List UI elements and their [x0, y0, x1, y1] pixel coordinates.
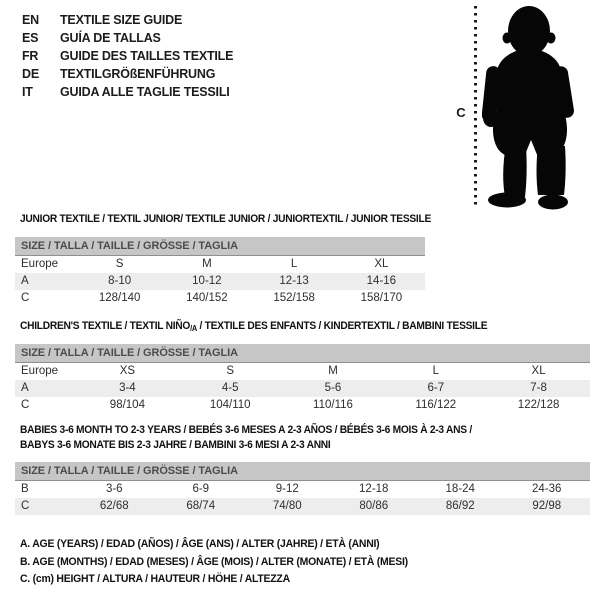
- lang-title: GUÍA DE TALLAS: [60, 31, 161, 45]
- size-cell: XS: [119, 365, 136, 377]
- size-cell: M: [202, 258, 212, 270]
- lang-row-fr: [22, 47, 233, 65]
- children-height-row: [15, 397, 590, 414]
- value-cell: 62/68: [99, 500, 129, 512]
- value-cell: 74/80: [272, 500, 302, 512]
- lang-row-de: [22, 65, 233, 83]
- size-cell: M: [328, 365, 338, 377]
- babies-size-header-bar: SIZE / TALLA / TAILLE / GRÖSSE / TAGLIA: [15, 462, 590, 481]
- value-cell: 12-13: [279, 275, 309, 287]
- children-size-table: [15, 344, 590, 414]
- children-section-title: [20, 319, 487, 336]
- region-label: Europe: [21, 365, 59, 377]
- language-header: [22, 11, 233, 101]
- lang-row-en: [22, 11, 233, 29]
- lang-code: DE: [22, 67, 39, 81]
- children-title-pre: CHILDREN'S TEXTILE / TEXTIL NIÑO: [20, 320, 191, 332]
- region-label: Europe: [21, 258, 59, 270]
- lang-code: EN: [22, 13, 39, 27]
- babies-section-title: [20, 423, 472, 453]
- junior-height-row: [15, 290, 425, 307]
- row-label: A: [21, 382, 29, 394]
- value-cell: 3-4: [119, 382, 136, 394]
- lang-code: ES: [22, 31, 39, 45]
- children-title-sub: /A: [190, 324, 197, 333]
- legend-footnotes: [20, 536, 428, 589]
- value-cell: 152/158: [273, 292, 315, 304]
- babies-title-line2: BABYS 3-6 MONATE BIS 2-3 JAHRE / BAMBINI 3-6 MESI A 2-3 ANNI: [20, 439, 331, 451]
- children-age-row: [15, 380, 590, 397]
- babies-height-row: [15, 498, 590, 515]
- lang-title: GUIDA ALLE TAGLIE TESSILI: [60, 85, 230, 99]
- junior-section-title: JUNIOR TEXTILE / TEXTIL JUNIOR/ TEXTILE JUNIOR / JUNIORTEXTIL / JUNIOR TESSILE: [20, 213, 431, 225]
- value-cell: 140/152: [186, 292, 228, 304]
- babies-title-line1: BABIES 3-6 MONTH TO 2-3 YEARS / BEBÉS 3-6 MESES A 2-3 AÑOS / BÉBÉS 3-6 MOIS À 2-3 ANS /: [20, 424, 472, 436]
- value-cell: 98/104: [109, 399, 145, 411]
- value-cell: 3-6: [105, 483, 123, 495]
- value-cell: 14-16: [366, 275, 397, 287]
- value-cell: 9-12: [275, 483, 299, 495]
- lang-title: GUIDE DES TAILLES TEXTILE: [60, 49, 234, 63]
- row-label: C: [21, 500, 30, 512]
- row-label: C: [21, 292, 30, 304]
- value-cell: 110/116: [313, 399, 353, 411]
- value-cell: 6-9: [192, 483, 210, 495]
- value-cell: 6-7: [427, 382, 445, 394]
- size-cell: S: [115, 258, 124, 270]
- value-cell: 116/122: [415, 399, 457, 411]
- baby-silhouette-image: [482, 4, 574, 212]
- babies-months-row: [15, 481, 590, 498]
- lang-code: IT: [22, 85, 33, 99]
- babies-size-table: [15, 462, 590, 515]
- size-cell: XL: [531, 365, 546, 377]
- footnote-age-years: A. AGE (YEARS) / EDAD (AÑOS) / ÂGE (ANS) / ALTER (JAHRE) / ETÀ (ANNI): [20, 538, 380, 550]
- value-cell: 10-12: [192, 275, 222, 287]
- row-label: A: [21, 275, 29, 287]
- lang-row-es: [22, 29, 233, 47]
- value-cell: 5-6: [324, 382, 342, 394]
- value-cell: 7-8: [530, 382, 547, 394]
- junior-age-row: [15, 273, 425, 290]
- height-measure-dashed-line: [474, 6, 477, 207]
- value-cell: 128/140: [98, 292, 141, 304]
- size-cell: S: [226, 365, 235, 377]
- junior-size-header-bar: SIZE / TALLA / TAILLE / GRÖSSE / TAGLIA: [15, 237, 425, 256]
- footnote-height-cm: C. (cm) HEIGHT / ALTURA / HAUTEUR / HÖHE / ALTEZZA: [20, 573, 290, 585]
- value-cell: 92/98: [532, 500, 562, 512]
- value-cell: 158/170: [360, 292, 403, 304]
- value-cell: 104/110: [209, 399, 251, 411]
- children-title-post: / TEXTILE DES ENFANTS / KINDERTEXTIL / BAMBINI TESSILE: [196, 320, 488, 332]
- value-cell: 18-24: [445, 483, 475, 495]
- row-label: B: [21, 483, 29, 495]
- lang-row-it: [22, 83, 233, 101]
- value-cell: 68/74: [186, 500, 216, 512]
- value-cell: 122/128: [517, 399, 560, 411]
- size-cell: L: [290, 258, 298, 270]
- children-size-header-bar: SIZE / TALLA / TAILLE / GRÖSSE / TAGLIA: [15, 344, 590, 363]
- lang-code: FR: [22, 49, 39, 63]
- value-cell: 4-5: [221, 382, 239, 394]
- value-cell: 24-36: [532, 483, 562, 495]
- junior-region-row: [15, 256, 425, 273]
- value-cell: 8-10: [108, 275, 132, 287]
- row-label: C: [21, 399, 30, 411]
- lang-title: TEXTILE SIZE GUIDE: [60, 13, 183, 27]
- size-cell: XL: [374, 258, 389, 270]
- measure-label-c: C: [456, 105, 466, 120]
- size-cell: L: [432, 365, 439, 377]
- lang-title: TEXTILGRÖßENFÜHRUNG: [60, 67, 216, 81]
- children-region-row: [15, 363, 590, 380]
- footnote-age-months: B. AGE (MONTHS) / EDAD (MESES) / ÂGE (MOIS) / ALTER (MONATE) / ETÀ (MESI): [20, 555, 408, 568]
- value-cell: 80/86: [359, 500, 389, 512]
- junior-size-table: [15, 237, 425, 307]
- value-cell: 12-18: [359, 483, 389, 495]
- value-cell: 86/92: [445, 500, 475, 512]
